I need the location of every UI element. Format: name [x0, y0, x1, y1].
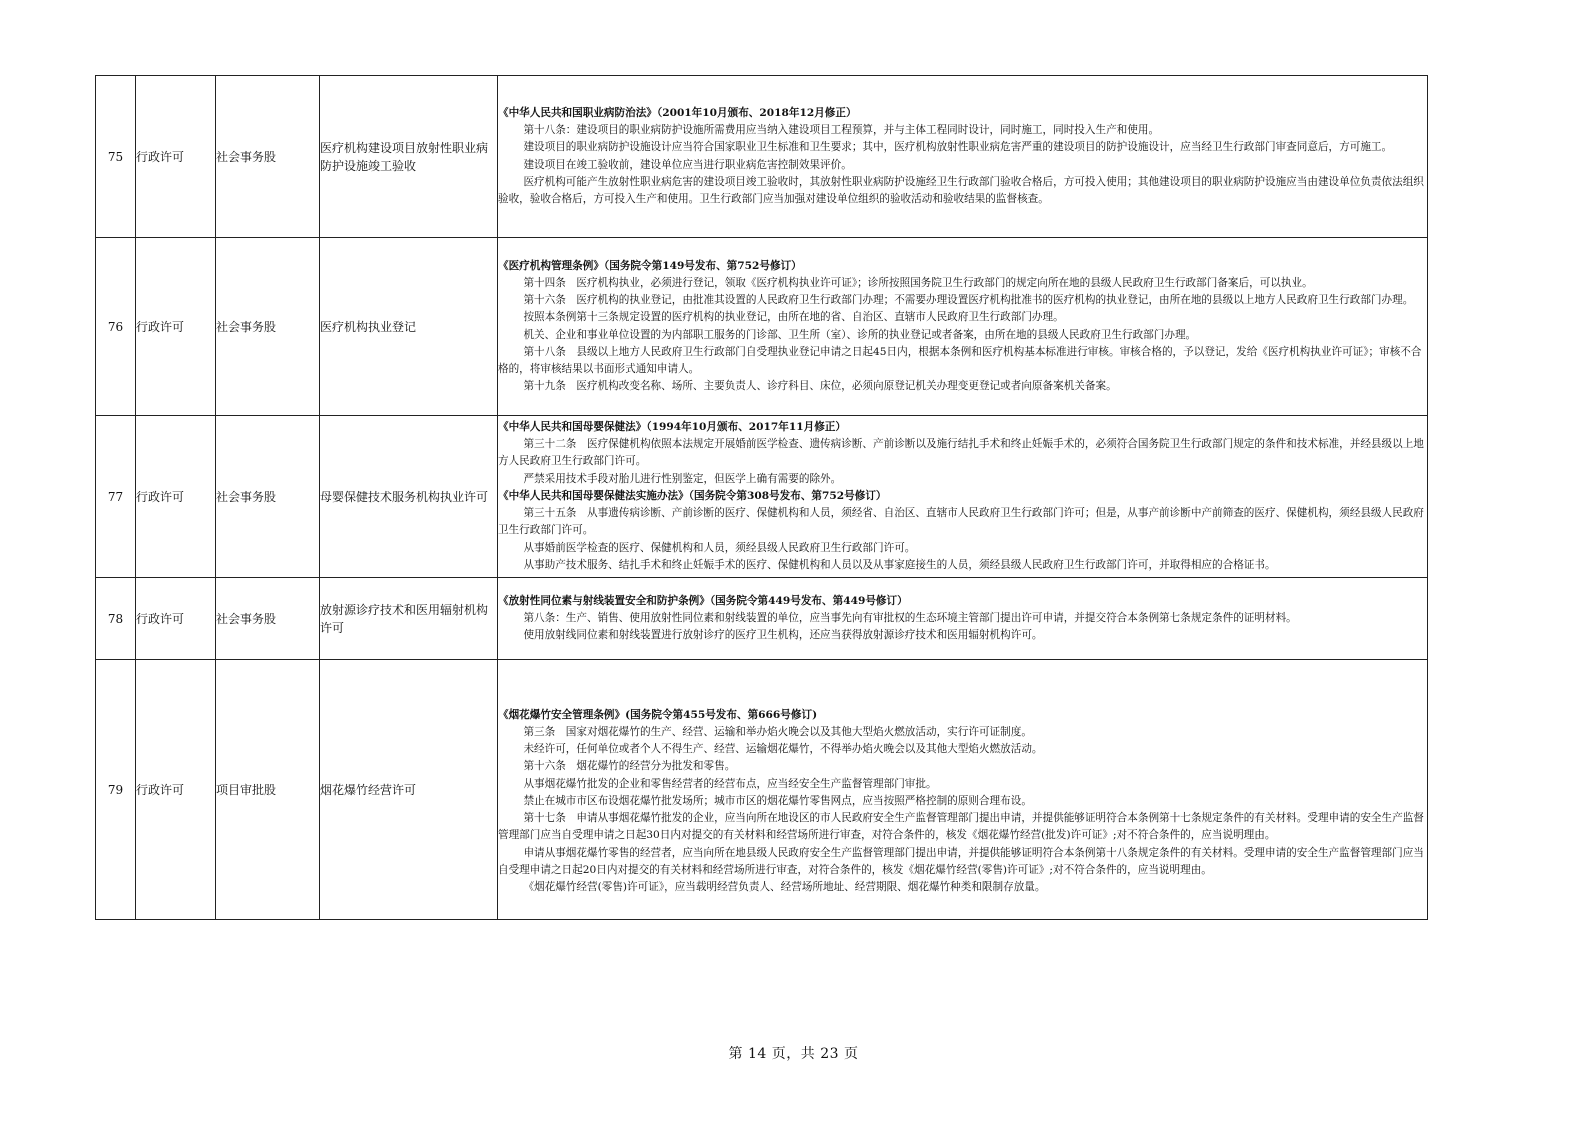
permit-type: 行政许可 [136, 578, 216, 660]
law-paragraph: 未经许可，任何单位或者个人不得生产、经营、运输烟花爆竹，不得举办焰火晚会以及其他大型焰火燃放活动。 [523, 743, 1043, 756]
law-paragraph: 第十七条 申请从事烟花爆竹批发的企业，应当向所在地设区的市人民政府安全生产监督管理部门提出申请，并提供能够证明符合本条例第十七条规定条件的有关材料。受理申请的安全生产监督管理部门应当自受理申请之日起30日内对提交的有关材料和经营场所进行审查，对符合条件的，核发《烟花爆竹经营(批发)许可证》;对不符合条件的，应当说明理由。 [498, 812, 1424, 842]
table-row [96, 578, 1428, 660]
law-paragraph: 从事烟花爆竹批发的企业和零售经营者的经营布点，应当经安全生产监督管理部门审批。 [523, 777, 937, 790]
law-title: 《烟花爆竹安全管理条例》(国务院令第455号发布、第666号修订) [498, 708, 818, 721]
law-paragraph: 按照本条例第十三条规定设置的医疗机构的执业登记，由所在地的省、自治区、直辖市人民政府卫生行政部门办理。 [523, 311, 1064, 324]
legal-basis-cell [498, 416, 1428, 578]
law-title: 《中华人民共和国母婴保健法实施办法》（国务院令第308号发布、第752号修订） [498, 489, 887, 502]
department: 社会事务股 [216, 76, 320, 238]
law-paragraph: 第三条 国家对烟花爆竹的生产、经营、运输和举办焰火晚会以及其他大型焰火燃放活动，实行许可证制度。 [523, 726, 1032, 739]
law-paragraph: 第三十五条 从事遗传病诊断、产前诊断的医疗、保健机构和人员，须经省、自治区、直辖市人民政府卫生行政部门许可；但是，从事产前诊断中产前筛查的医疗、保健机构，须经县级人民政府卫生行政部门许可。 [498, 507, 1424, 537]
table-row [96, 660, 1428, 920]
legal-basis [498, 683, 1427, 896]
law-paragraph: 第三十二条 医疗保健机构依照本法规定开展婚前医学检查、遗传病诊断、产前诊断以及施行结扎手术和终止妊娠手术的，必须符合国务院卫生行政部门规定的条件和技术标准，并经县级以上地方人民政府卫生行政部门许可。 [498, 438, 1424, 468]
law-paragraph: 第八条：生产、销售、使用放射性同位素和射线装置的单位，应当事先向有审批权的生态环境主管部门提出许可申请，并提交符合本条例第七条规定条件的证明材料。 [523, 611, 1297, 624]
department: 社会事务股 [216, 416, 320, 578]
law-paragraph: 从事婚前医学检查的医疗、保健机构和人员，须经县级人民政府卫生行政部门许可。 [523, 541, 916, 554]
law-title: 《中华人民共和国职业病防治法》（2001年10月颁布、2018年12月修正） [498, 106, 857, 119]
law-paragraph: 医疗机构可能产生放射性职业病危害的建设项目竣工验收时，其放射性职业病防护设施经卫生行政部门验收合格后，方可投入使用；其他建设项目的职业病防护设施应当由建设单位负责依法组织验收，验收合格后，方可投入生产和使用。卫生行政部门应当加强对建设单位组织的验收活动和验收结果的监督核查。 [498, 175, 1424, 205]
law-paragraph: 第十六条 烟花爆竹的经营分为批发和零售。 [523, 760, 736, 773]
law-paragraph: 第十九条 医疗机构改变名称、场所、主要负责人、诊疗科目、床位，必须向原登记机关办理变更登记或者向原备案机关备案。 [523, 380, 1117, 393]
permit-item: 烟花爆竹经营许可 [320, 660, 498, 920]
permit-table [95, 75, 1428, 920]
law-title: 《医疗机构管理条例》（国务院令第149号发布、第752号修订） [498, 259, 802, 272]
page-footer: 第 14 页，共 23 页 [728, 1046, 859, 1062]
law-title: 《中华人民共和国母婴保健法》（1994年10月颁布、2017年11月修正） [498, 421, 846, 434]
table-body [96, 76, 1428, 920]
department: 社会事务股 [216, 238, 320, 416]
law-paragraph: 禁止在城市市区布设烟花爆竹批发场所；城市市区的烟花爆竹零售网点，应当按照严格控制的原则合理布设。 [523, 794, 1032, 807]
permit-type: 行政许可 [136, 76, 216, 238]
permit-type: 行政许可 [136, 416, 216, 578]
row-number: 75 [96, 76, 136, 238]
legal-basis [498, 593, 1427, 645]
law-paragraph: 第十八条 县级以上地方人民政府卫生行政部门自受理执业登记申请之日起45日内，根据本条例和医疗机构基本标准进行审核。审核合格的，予以登记，发给《医疗机构执业许可证》；审核不合格的，将审核结果以书面形式通知申请人。 [498, 345, 1422, 375]
table-row [96, 416, 1428, 578]
law-paragraph: 建设项目的职业病防护设施设计应当符合国家职业卫生标准和卫生要求；其中，医疗机构放射性职业病危害严重的建设项目的防护设施设计，应当经卫生行政部门审查同意后，方可施工。 [523, 141, 1393, 154]
law-paragraph: 申请从事烟花爆竹零售的经营者，应当向所在地县级人民政府安全生产监督管理部门提出申请，并提供能够证明符合本条例第十八条规定条件的有关材料。受理申请的安全生产监督管理部门应当自受理申请之日起20日内对提交的有关材料和经营场所进行审查，对符合条件的，核发《烟花爆竹经营(零售)许可证》;对不符合条件的，应当说明理由。 [498, 846, 1424, 876]
permit-item: 放射源诊疗技术和医用辐射机构许可 [320, 578, 498, 660]
department: 项目审批股 [216, 660, 320, 920]
permit-type: 行政许可 [136, 238, 216, 416]
legal-basis-cell [498, 660, 1428, 920]
permit-item: 母婴保健技术服务机构执业许可 [320, 416, 498, 578]
law-paragraph: 机关、企业和事业单位设置的为内部职工服务的门诊部、卫生所（室）、诊所的执业登记或者备案，由所在地的县级人民政府卫生行政部门办理。 [523, 328, 1197, 341]
legal-basis [498, 258, 1427, 396]
legal-basis-cell [498, 578, 1428, 660]
permit-item: 医疗机构建设项目放射性职业病防护设施竣工验收 [320, 76, 498, 238]
table-row [96, 76, 1428, 238]
department: 社会事务股 [216, 578, 320, 660]
law-paragraph: 严禁采用技术手段对胎儿进行性别鉴定，但医学上确有需要的除外。 [523, 472, 842, 485]
legal-basis-cell [498, 76, 1428, 238]
law-paragraph: 《烟花爆竹经营(零售)许可证》，应当载明经营负责人、经营场所地址、经营期限、烟花爆竹种类和限制存放量。 [523, 880, 1046, 893]
legal-basis [498, 105, 1427, 208]
row-number: 79 [96, 660, 136, 920]
row-number: 76 [96, 238, 136, 416]
row-number: 77 [96, 416, 136, 578]
law-paragraph: 从事助产技术服务、结扎手术和终止妊娠手术的医疗、保健机构和人员以及从事家庭接生的人员，须经县级人民政府卫生行政部门许可，并取得相应的合格证书。 [523, 558, 1276, 571]
legal-basis [498, 419, 1427, 574]
legal-basis-cell [498, 238, 1428, 416]
law-paragraph: 第十六条 医疗机构的执业登记，由批准其设置的人民政府卫生行政部门办理；不需要办理设置医疗机构批准书的医疗机构的执业登记，由所在地的县级以上地方人民政府卫生行政部门办理。 [523, 294, 1414, 307]
law-title: 《放射性同位素与射线装置安全和防护条例》（国务院令第449号发布、第449号修订） [498, 594, 908, 607]
permit-item: 医疗机构执业登记 [320, 238, 498, 416]
law-paragraph: 使用放射线同位素和射线装置进行放射诊疗的医疗卫生机构，还应当获得放射源诊疗技术和医用辐射机构许可。 [523, 629, 1043, 642]
law-paragraph: 建设项目在竣工验收前，建设单位应当进行职业病危害控制效果评价。 [523, 158, 852, 171]
permit-type: 行政许可 [136, 660, 216, 920]
table-row [96, 238, 1428, 416]
law-paragraph: 第十八条：建设项目的职业病防护设施所需费用应当纳入建设项目工程预算，并与主体工程同时设计，同时施工，同时投入生产和使用。 [523, 124, 1160, 137]
law-paragraph: 第十四条 医疗机构执业，必须进行登记，领取《医疗机构执业许可证》；诊所按照国务院卫生行政部门的规定向所在地的县级人民政府卫生行政部门备案后，可以执业。 [523, 276, 1313, 289]
row-number: 78 [96, 578, 136, 660]
